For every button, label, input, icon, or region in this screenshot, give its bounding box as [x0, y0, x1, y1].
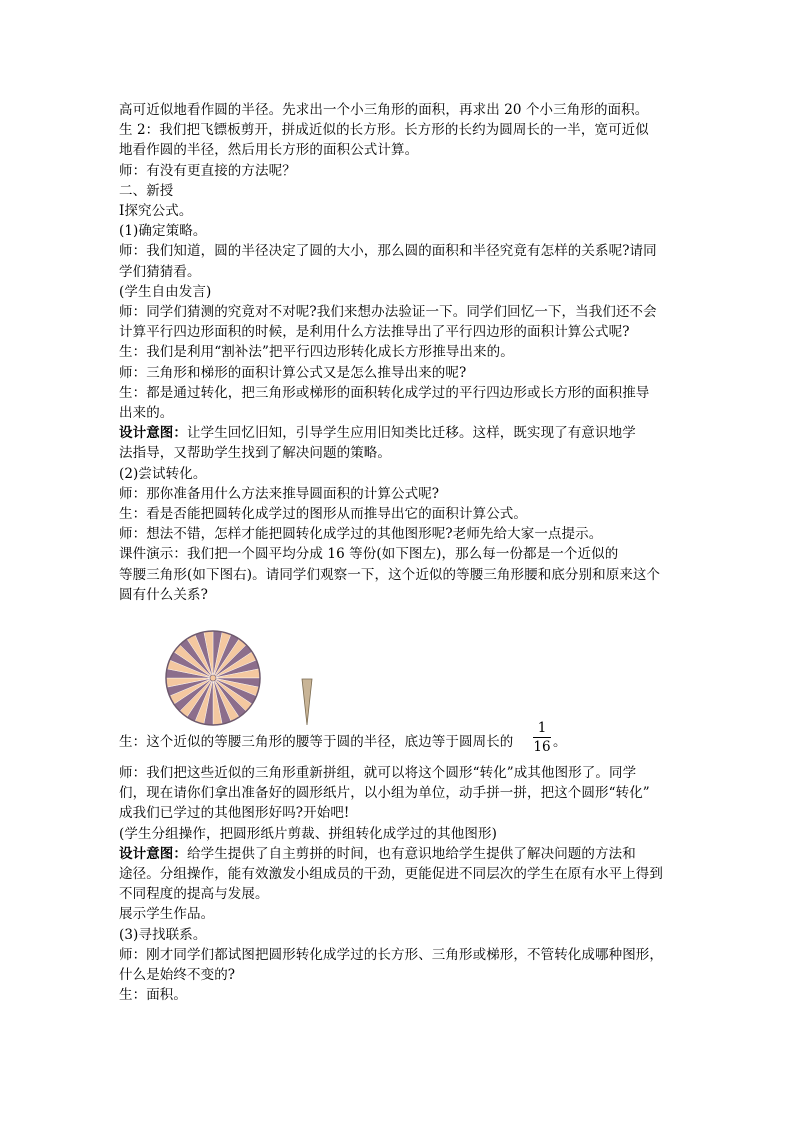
answer-line-end: 。 [553, 734, 567, 750]
text-line: 二、新授 [119, 182, 174, 199]
text-line: 师：刚才同学们都试图把圆形转化成学过的长方形、三角形或梯形，不管转化成哪种图形， [119, 946, 663, 963]
text-line: 法指导，又帮助学生找到了解决问题的策略。 [119, 445, 391, 462]
text-line: 课件演示：我们把一个圆平均分成 16 等份(如下图左)，那么每一份都是一个近似的 [119, 546, 619, 563]
text-line: 生：面积。 [119, 987, 187, 1004]
isosceles-triangle-wedge-figure [300, 678, 314, 726]
text-line: 师：同学们猜测的究竟对不对呢?我们来想办法验证一下。同学们回忆一下，当我们还不会 [119, 304, 657, 320]
text-line: 生：看是否能把圆转化成学过的图形从而推导出它的面积计算公式。 [119, 506, 527, 522]
text-line: 师：三角形和梯形的面积计算公式又是怎么推导出来的呢? [119, 364, 467, 381]
text-line: 师：那你准备用什么方法来推导圆面积的计算公式呢? [119, 485, 440, 502]
text-line: 设计意图：让学生回忆旧知，引导学生应用旧知类比迁移。这样，既实现了有意识地学 [119, 425, 636, 442]
fraction-one-sixteenth [533, 720, 551, 755]
fraction-bar [533, 737, 551, 738]
text-line: (1)确定策略。 [119, 223, 207, 240]
text-line: 出来的。 [119, 405, 174, 421]
text-line: 圆有什么关系? [119, 586, 208, 603]
text-line: 学们猜猜看。 [119, 263, 201, 280]
text-line: 成我们已学过的其他图形好吗?开始吧! [119, 805, 350, 822]
text-line: 生 2：我们把飞镖板剪开，拼成近似的长方形。长方形的长约为圆周长的一半，宽可近似 [119, 122, 649, 139]
design-intent-label: 设计意图： [119, 845, 187, 862]
text-line: Ⅰ探究公式。 [119, 203, 193, 219]
circle-16-sectors-figure [163, 628, 263, 728]
text-line: 高可近似地看作圆的半径。先求出一个小三角形的面积，再求出 20 个小三角形的面积。 [119, 102, 649, 118]
text-line: 生：我们是利用“割补法”把平行四边形转化成长方形推导出来的。 [119, 344, 514, 361]
text-line: 们，现在请你们拿出准备好的圆形纸片，以小组为单位，动手拼一拼，把这个圆形“转化” [119, 785, 650, 802]
design-intent-label: 设计意图： [119, 425, 187, 442]
text-line: 师：我们把这些近似的三角形重新拼组，就可以将这个圆形“转化”成其他图形了。同学 [119, 765, 637, 781]
text-line: 设计意图：给学生提供了自主剪拼的时间，也有意识地给学生提供了解决问题的方法和 [119, 845, 636, 862]
text-line: (3)寻找联系。 [119, 926, 207, 943]
fraction-numerator: 1 [537, 720, 547, 736]
text-line: 师：想法不错，怎样才能把圆转化成学过的其他图形呢?老师先给大家一点提示。 [119, 526, 603, 543]
text-line: 师：我们知道，圆的半径决定了圆的大小，那么圆的面积和半径究竟有怎样的关系呢?请同 [119, 243, 657, 260]
text-line: (学生自由发言) [119, 283, 212, 300]
answer-line: 生：这个近似的等腰三角形的腰等于圆的半径，底边等于圆周长的 [119, 734, 514, 750]
text-line: 地看作圆的半径，然后用长方形的面积公式计算。 [119, 142, 419, 159]
text-line: (2)尝试转化。 [119, 465, 207, 482]
text-line: 等腰三角形(如下图右)。请同学们观察一下，这个近似的等腰三角形腰和底分别和原来这个 [119, 566, 661, 583]
text-line: 不同程度的提高与发展。 [119, 886, 269, 903]
text-line: 途径。分组操作，能有效激发小组成员的干劲，更能促进不同层次的学生在原有水平上得到 [119, 866, 663, 882]
text-line: 什么是始终不变的? [119, 967, 236, 983]
text-line: 师：有没有更直接的方法呢？ [119, 162, 296, 179]
text-line: (学生分组操作，把圆形纸片剪裁、拼组转化成学过的其他图形) [119, 825, 497, 842]
text-line: 生：都是通过转化，把三角形或梯形的面积转化成学过的平行四边形或长方形的面积推导 [119, 384, 650, 401]
fraction-denominator: 16 [533, 739, 551, 755]
text-line: 计算平行四边形面积的时候，是利用什么方法推导出了平行四边形的面积计算公式呢? [119, 324, 630, 341]
text-line: 展示学生作品。 [119, 906, 215, 923]
